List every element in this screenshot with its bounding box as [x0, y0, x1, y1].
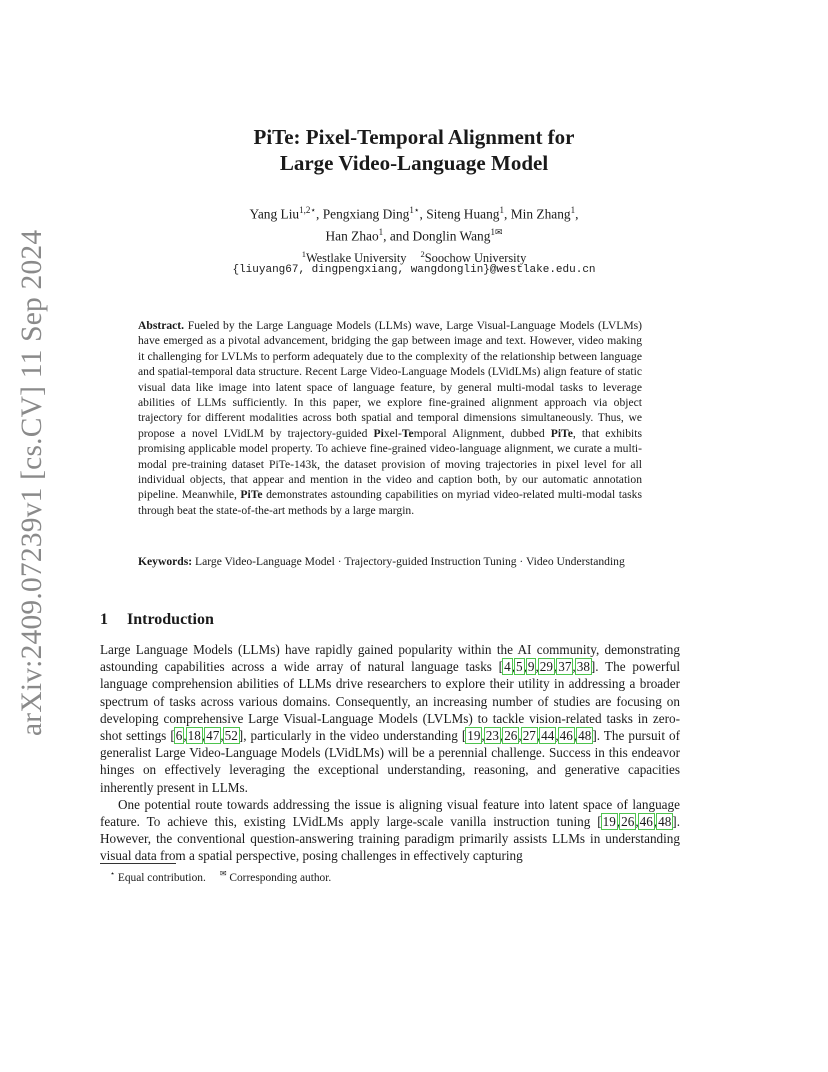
author-sup: 1	[570, 205, 576, 215]
citation-link[interactable]: 29	[539, 659, 553, 675]
section-number: 1	[100, 611, 108, 628]
paragraph-text: ]. However, the conventional question-answering training paradigm primarily assists LLMs in understanding visual data from a spatial perspective, posing challenges in effectively capturing	[100, 814, 680, 864]
introduction-body	[100, 641, 680, 865]
citation-link[interactable]: 5	[515, 659, 523, 675]
author-emails: {liuyang67, dingpengxiang, wangdonglin}@westlake.edu.cn	[232, 264, 596, 276]
author-sup: 1,2⋆	[299, 205, 317, 215]
author-name: Siteng Huang	[426, 206, 500, 222]
citation-link[interactable]: 52	[224, 728, 238, 744]
citation-link[interactable]: 9	[527, 659, 535, 675]
section-title: Introduction	[127, 611, 214, 628]
abstract-text: xel-	[383, 426, 402, 440]
paragraph: One potential route towards addressing the issue is aligning visual feature into latent space of language feature. To achieve this, existing LVidLMs apply large-scale vanilla instruction tuning [19,26,46,48]. However, the conventional question-answering training paradigm primarily assists LLMs in understanding visual data from a spatial perspective, posing challenges in effectively capturing	[100, 796, 680, 864]
author-list	[0, 201, 828, 246]
citation-link[interactable]: 48	[658, 814, 672, 830]
abstract-bold: Te	[401, 426, 414, 440]
author-sup: 1	[378, 227, 384, 238]
footnote	[110, 866, 331, 886]
author-sup: 1✉	[490, 227, 503, 238]
abstract-bold: PiTe	[240, 488, 263, 502]
affiliation-number: 2	[420, 249, 425, 259]
abstract-bold: Pi	[373, 426, 384, 440]
title-line: PiTe: Pixel-Temporal Alignment for	[253, 125, 575, 149]
citation-link[interactable]: 19	[602, 814, 616, 830]
abstract-text: demonstrates astounding capabilities on myriad video-related multi-modal tasks through beat the state-of-the-art methods by a large margin.	[138, 488, 642, 517]
arxiv-stamp: arXiv:2409.07239v1 [cs.CV] 11 Sep 2024	[16, 229, 48, 736]
abstract-text: , that exhibits promising applicable model property. To achieve fine-grained video-language alignment, we curate a multi-modal pre-training dataset PiTe-143k, the dataset provision of moving trajectories in pixel level for all individual objects, that appear and mention in the video and caption both, by our automatic annotation pipeline. Meanwhile,	[138, 426, 642, 502]
citation-link[interactable]: 46	[639, 814, 653, 830]
footnote-text: Corresponding author.	[229, 871, 332, 884]
author-name: Donglin Wang	[412, 228, 491, 244]
keywords-text: Large Video-Language Model · Trajectory-guided Instruction Tuning · Video Understanding	[195, 555, 625, 568]
citation-link[interactable]: 38	[576, 659, 590, 675]
citation-link[interactable]: 37	[558, 659, 572, 675]
paragraph-text: ]. The pursuit of generalist Large Video-Language Models (LVidLMs) will be a perennial challenge. Success in this endeavor hinges on effectively leveraging the exceptional understanding, reasoning, and generative capacities inherently present in LLMs.	[100, 728, 680, 795]
citation-link[interactable]: 26	[621, 814, 635, 830]
citation-link[interactable]: 48	[578, 728, 592, 744]
envelope-icon: ✉	[219, 869, 227, 878]
abstract-text: Fueled by the Large Language Models (LLMs) wave, Large Visual-Language Models (LVLMs) have emerged as a pivotal advancement, bridging the gap between image and text. However, video making it challenging for LVLMs to perform adequately due to the complexity of the relationship between language and spatial-temporal data structure. Recent Large Video-Language Models (LVidLMs) align feature of static visual data like image into latent space of language feature, by general multi-modal tasks to leverage abilities of LLMs sufficiently. In this paper, we explore fine-grained alignment approach via object trajectory for different modalities across both spatial and temporal dimensions simultaneously. Thus, we propose a novel LVidLM by trajectory-guided	[138, 319, 642, 440]
citation-link[interactable]: 46	[559, 728, 573, 744]
paper-title	[0, 124, 828, 176]
author-name: Min Zhang	[510, 206, 571, 222]
author-name: Han Zhao	[325, 228, 379, 244]
citation-link[interactable]: 4	[504, 659, 511, 675]
author-name: Pengxiang Ding	[322, 206, 410, 222]
star-icon: ⋆	[110, 869, 116, 878]
paragraph: Large Language Models (LLMs) have rapidly gained popularity within the AI community, demonstrating astounding capabilities across a wide array of natural language tasks [4,5,9,29,37,38]. The powerful language comprehension abilities of LLMs drive researchers to explore their utility in addressing a broader spectrum of tasks across various domains. Consequently, an increasing number of studies are focusing on developing comprehensive Large Visual-Language Models (LVLMs) to tackle vision-related tasks in zero-shot settings [6,18,47,52], particularly in the video understanding [19,23,26,27,44,46,48]. The pursuit of generalist Large Video-Language Models (LVidLMs) will be a perennial challenge. Success in this endeavor hinges on effectively leveraging the exceptional understanding, reasoning, and generative capacities inherently present in LLMs.	[100, 642, 680, 795]
paragraph-text: ]. The powerful language comprehension abilities of LLMs drive researchers to explore their utility in addressing a broader spectrum of tasks across various domains. Consequently, an increasing number of studies are focusing on developing comprehensive Large Visual-Language Models (LVLMs) to tackle vision-related tasks in zero-shot settings [	[100, 659, 680, 744]
paragraph-text: ], particularly in the video understanding [	[238, 728, 467, 744]
citation-link[interactable]: 27	[522, 728, 536, 744]
paragraph-text: Large Language Models (LLMs) have rapidly gained popularity within the AI community, demonstrating astounding capabilities across a wide array of natural language tasks [	[100, 642, 680, 675]
citation-link[interactable]: 19	[467, 728, 481, 744]
title-line: Large Video-Language Model	[279, 151, 549, 175]
paragraph-text: One potential route towards addressing the issue is aligning visual feature into latent space of language feature. To achieve this, existing LVidLMs apply large-scale vanilla instruction tuning [	[100, 796, 680, 830]
footnote-rule	[100, 863, 176, 864]
abstract-text: mporal Alignment, dubbed	[413, 426, 545, 440]
author-line: Yang Liu$^{1,2⋆}$, Pengxiang Ding$^{1⋆}$, Siteng Huang$^1$, Min Zhang$^1$,	[249, 205, 579, 222]
affiliation: Westlake University	[305, 251, 407, 266]
author-line: Han Zhao$^1$, and Donglin Wang$^{1✉}$	[325, 227, 503, 244]
citation-link[interactable]: 26	[504, 728, 518, 744]
abstract-label: Abstract.	[138, 319, 185, 332]
affiliation: Soochow University	[424, 251, 527, 266]
section-heading	[100, 611, 214, 629]
citation-link[interactable]: 6	[175, 728, 183, 744]
author-sup: 1	[499, 205, 505, 215]
abstract-bold: PiTe	[550, 426, 573, 440]
citation-link[interactable]: 44	[541, 728, 555, 744]
citation-link[interactable]: 18	[187, 728, 201, 744]
citation-link[interactable]: 47	[206, 728, 220, 744]
keywords-label: Keywords:	[138, 555, 193, 568]
author-name: Yang Liu	[249, 206, 300, 222]
footnote-text: Equal contribution.	[117, 871, 206, 884]
abstract	[138, 318, 642, 518]
keywords	[138, 554, 642, 569]
affiliation-number: 1	[301, 249, 306, 259]
citation-link[interactable]: 23	[485, 728, 499, 744]
author-sup: 1⋆	[409, 205, 420, 215]
